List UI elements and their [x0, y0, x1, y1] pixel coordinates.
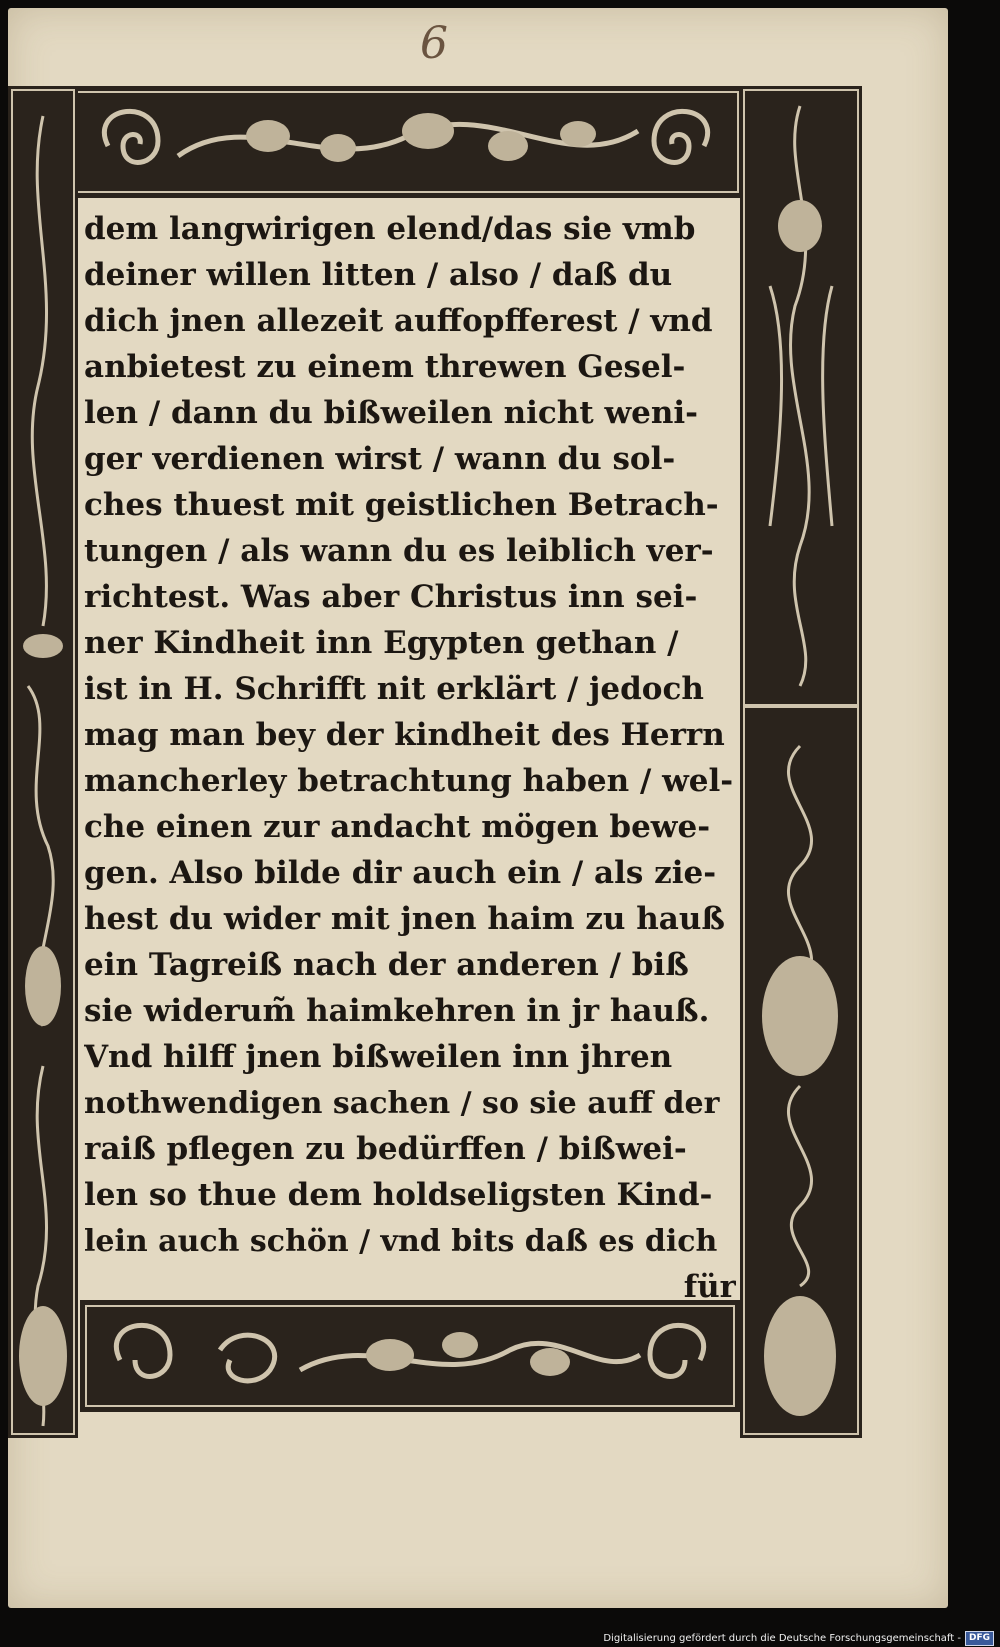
text-line: lein auch schön / vnd bits daß es dich [84, 1223, 718, 1259]
text-line: Vnd hilff jnen bißweilen inn jhren [84, 1039, 673, 1075]
woodcut-top-border [68, 86, 744, 198]
text-line: anbietest zu einem threwen Gesel- [84, 349, 686, 385]
handwritten-page-number: 6 [420, 18, 448, 69]
text-line: ner Kindheit inn Egypten gethan / [84, 625, 679, 661]
woodcut-bottom-border [80, 1300, 740, 1412]
text-line: ein Tagreiß nach der anderen / biß [84, 947, 689, 983]
digitization-credit [603, 1631, 994, 1645]
woodcut-left-border [8, 86, 78, 1438]
text-line: mancherley betrachtung haben / wel- [84, 763, 734, 799]
text-line: tungen / als wann du es leiblich ver- [84, 533, 714, 569]
text-line: len / dann du bißweilen nicht weni- [84, 395, 699, 431]
text-line: hest du wider mit jnen haim zu hauß [84, 901, 725, 937]
text-line: dich jnen allezeit auffopfferest / vnd [84, 303, 713, 339]
text-line: raiß pflegen zu bedürffen / bißwei- [84, 1131, 687, 1167]
text-line: gen. Also bilde dir auch ein / als zie- [84, 855, 717, 891]
text-line: len so thue dem holdseligsten Kind- [84, 1177, 713, 1213]
text-line: che einen zur andacht mögen bewe- [84, 809, 711, 845]
text-line: dem langwirigen elend/das sie vmb [84, 211, 696, 247]
main-text-block [84, 206, 736, 1305]
text-line: nothwendigen sachen / so sie auff der [84, 1085, 720, 1121]
text-line: richtest. Was aber Christus inn sei- [84, 579, 698, 615]
text-line: sie widerum̃ haimkehren in jr hauß. [84, 993, 710, 1029]
credit-text: Digitalisierung gefördert durch die Deutsche Forschungsgemeinschaft - [603, 1632, 961, 1644]
text-line: ger verdienen wirst / wann du sol- [84, 441, 676, 477]
text-line: deiner willen litten / also / daß du [84, 257, 673, 293]
text-line: ches thuest mit geistlichen Betrach- [84, 487, 719, 523]
catchword: für [683, 1269, 736, 1305]
dfg-logo: DFG [965, 1631, 994, 1646]
text-line: mag man bey der kindheit des Herrn [84, 717, 725, 753]
text-line: ist in H. Schrifft nit erklärt / jedoch [84, 671, 704, 707]
woodcut-right-border [740, 86, 862, 1438]
